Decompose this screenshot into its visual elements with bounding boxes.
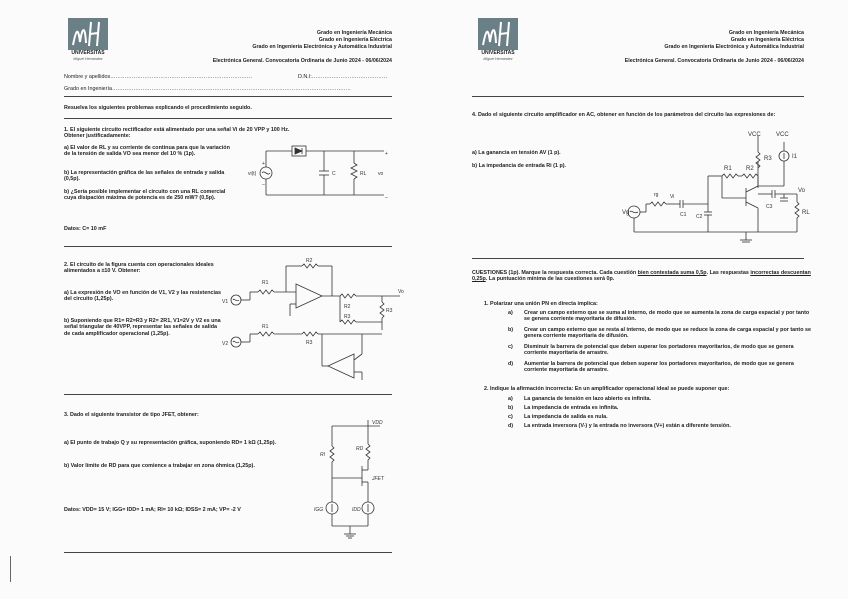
option-text: Crear un campo externo que se suma al interno, de modo que se aumenta la zona de carga espacial y por tanto se genera corriente mayoritaria de difusión. (524, 310, 810, 323)
q2-r1-top-label: R1 (262, 280, 269, 286)
option-letter: d) (508, 361, 514, 367)
divider (64, 552, 392, 553)
q2-r2-mid-label: R2 (344, 304, 351, 310)
q4-r3-label: R3 (764, 156, 772, 162)
q3-data: Datos: VDD= 15 V; IGG= IDD= 1 mA; RI= 10 kΩ; IDSS= 2 mA; VP= -2 V (64, 507, 241, 513)
q2-part-b: b) Suponiendo que R1= R2=R3 y R2= 2R1, V1=2V y V2 es una señal triangular de 40VPP, representar las señales de salida de cada amplificador operacional (1,25p). (64, 318, 221, 337)
q4-c2-label: C2 (696, 214, 703, 220)
q4-c3-label: C3 (766, 204, 773, 210)
q1-out-minus-label: – (385, 195, 388, 201)
q1-out-plus-label: + (385, 151, 388, 157)
logo-name: UNIVERSITAS (71, 50, 105, 56)
divider (472, 258, 804, 259)
q3-vdd-label: VDD (372, 420, 383, 426)
option-letter: d) (508, 423, 514, 429)
q3-title: 3. Dado el siguiente transistor de tipo JFET, obtener: (64, 412, 199, 418)
divider (64, 118, 392, 119)
q3-part-a: a) El punto de trabajo Q y su representación gráfica, suponiendo RD= 1 kΩ (1,25p). (64, 440, 277, 446)
option-letter: c) (508, 414, 513, 420)
university-logo-icon (68, 18, 108, 50)
q4-vi-label: Vi (670, 194, 675, 200)
q2-r3-mid-label: R3 (344, 314, 351, 320)
q2-v2-label: V2 (222, 341, 229, 347)
q3-ri-label: RI (320, 452, 325, 458)
q1-minus-label: – (262, 182, 265, 188)
header-degree-3: Grado en Ingeniería Electrónica y Automática Industrial (252, 44, 392, 50)
degree-field[interactable]: Grado en Ingeniería……………………………………………………………………………………………………………………. (64, 86, 351, 92)
q1-vi-label: vi(t) (248, 171, 257, 177)
option-text: La ganancia de tensión en lazo abierto es infinita. (524, 396, 652, 402)
name-field[interactable]: Nombre y apellidos……………………………………………………………………. (64, 74, 252, 80)
q3-jfet-label: JFET (372, 476, 384, 482)
q4-part-b: b) La impedancia de entrada Ri (1 p). (472, 163, 567, 169)
q3-rd-label: RD (356, 446, 364, 452)
q1-data: Datos: C= 10 mF (64, 226, 107, 232)
university-logo-icon (478, 18, 518, 50)
q4-title: 4. Dado el siguiente circuito amplificador en AC, obtener en función de los parámetros del circuito las expresiones de: (472, 112, 776, 118)
q2-r3-right-label: R3 (386, 308, 393, 314)
dni-field[interactable]: D.N.I:…………………………………… (298, 74, 388, 80)
q4-rl-label: RL (802, 210, 810, 216)
q4-r2-label: R2 (746, 166, 754, 172)
q4-vcc2-label: VCC (776, 132, 789, 138)
q2-part-a: a) La expresión de VO en función de V1, V2 y las resistencias del circuito (1,25p). (64, 290, 221, 303)
divider (64, 394, 392, 395)
question-1-title: 1. Polarizar una unión PN en directa implica: (484, 301, 598, 307)
q2-vo-label: Vo (398, 289, 404, 295)
header-degree-1: Grado en Ingeniería Mecánica (316, 30, 392, 36)
q1-rl-label: RL (360, 171, 367, 177)
question-2-title: 2. Indique la afirmación incorrecta: En un amplificador operacional ideal se puede suponer que: (484, 386, 730, 392)
header-exam-title: Electrónica General. Convocatoria Ordinaria de Junio 2024 - 06/06/2024 (624, 58, 804, 64)
q1-vo-label: vo (378, 171, 384, 177)
questions-intro: CUESTIONES (1p). Marque la respuesta correcta. Cada cuestión bien contestada suma 0,5p. Las respuestas incorrectas descuentan 0,25p. La puntuación mínima de las cuestiones será 0p. (472, 270, 811, 283)
q4-i1-label: I1 (792, 154, 798, 160)
q4-c1-label: C1 (680, 212, 687, 218)
q1-c-label: C (332, 171, 336, 177)
option-text: La impedancia de salida es nula. (524, 414, 608, 420)
q1-title: 1. El siguiente circuito rectificador está alimentado por una señal Vi de 20 VPP y 100 Hz. Obtener justificadamente: (64, 127, 290, 140)
q4-rg-label: rg (654, 192, 659, 198)
divider (64, 246, 392, 247)
q4-vo-label: Vo (798, 188, 806, 194)
jfet-circuit-diagram (306, 416, 398, 542)
q4-vcc1-label: VCC (748, 132, 761, 138)
q2-r3-bottom-label: R3 (306, 340, 313, 346)
q1-part-b: b) La representación gráfica de las señales de entrada y salida (0,5p). (64, 170, 225, 183)
q1-plus-label: + (262, 161, 265, 167)
instructions: Resuelva los siguientes problemas explicando el procedimiento seguido. (64, 105, 252, 111)
q4-vg-label: Vg (622, 210, 630, 216)
header-degree-2: Grado en Ingeniería Eléctrica (318, 37, 392, 43)
divider (472, 96, 804, 97)
q3-idd-label: IDD (352, 507, 361, 513)
logo-subtitle: Miguel Hernández (483, 57, 513, 61)
header-degree-3: Grado en Ingeniería Electrónica y Automática Industrial (664, 44, 804, 50)
header-degree-2: Grado en Ingeniería Eléctrica (730, 37, 804, 43)
option-letter: b) (508, 405, 514, 411)
q4-part-a: a) La ganancia en tensión AV (1 p). (472, 150, 561, 156)
q2-v1-label: V1 (222, 299, 229, 305)
exam-page-2 (424, 0, 848, 599)
logo-subtitle: Miguel Hernández (73, 57, 103, 61)
option-text: Crear un campo externo que se resta al interno, de modo que se reduce la zona de carga espacial y por tanto se genera corriente mayoritaria de difusión. (524, 327, 811, 340)
ac-amplifier-circuit-diagram (622, 128, 812, 248)
option-letter: a) (508, 310, 513, 316)
margin-mark (10, 556, 11, 582)
divider (64, 96, 392, 97)
q3-igg-label: IGG (314, 507, 324, 513)
option-text: Aumentar la barrera de potencial que deben superar los portadores mayoritarios, de modo que se genera corriente mayoritaria de arrastre. (524, 361, 794, 374)
q3-part-b: b) Valor límite de RD para que comience a trabajar en zona óhmica (1,25p). (64, 463, 255, 469)
q4-r1-label: R1 (724, 166, 732, 172)
q1-part-a: a) El valor de RL y su corriente de continua para que la variación de la tensión de salida VO sea menor del 10 % (1p). (64, 145, 230, 158)
logo-name: UNIVERSITAS (481, 50, 515, 56)
option-letter: a) (508, 396, 513, 402)
option-text: La entrada inversora (V-) y la entrada no inversora (V+) están a diferente tensión. (524, 423, 731, 429)
q1-part-c: b) ¿Sería posible implementar el circuito con una RL comercial cuya disipación máxima de potencia es de 250 mW? (0,5p). (64, 189, 226, 202)
option-letter: b) (508, 327, 514, 333)
header-exam-title: Electrónica General. Convocatoria Ordinaria de Junio 2024 - 06/06/2024 (212, 58, 392, 64)
option-text: La impedancia de entrada es infinita. (524, 405, 619, 411)
option-text: Disminuir la barrera de potencial que deben superar los portadores mayoritarios, de modo que se genera corriente mayoritaria de arrastre. (524, 344, 794, 357)
q2-r1-bottom-label: R1 (262, 324, 269, 330)
header-degree-1: Grado en Ingeniería Mecánica (728, 30, 804, 36)
rectifier-circuit-diagram (244, 143, 394, 205)
q2-title: 2. El circuito de la figura cuenta con operacionales ideales alimentados a ±10 V. Obtener: (64, 262, 214, 275)
opamp-circuit-diagram (222, 256, 412, 384)
option-letter: c) (508, 344, 513, 350)
q2-r2-top-label: R2 (306, 258, 313, 264)
